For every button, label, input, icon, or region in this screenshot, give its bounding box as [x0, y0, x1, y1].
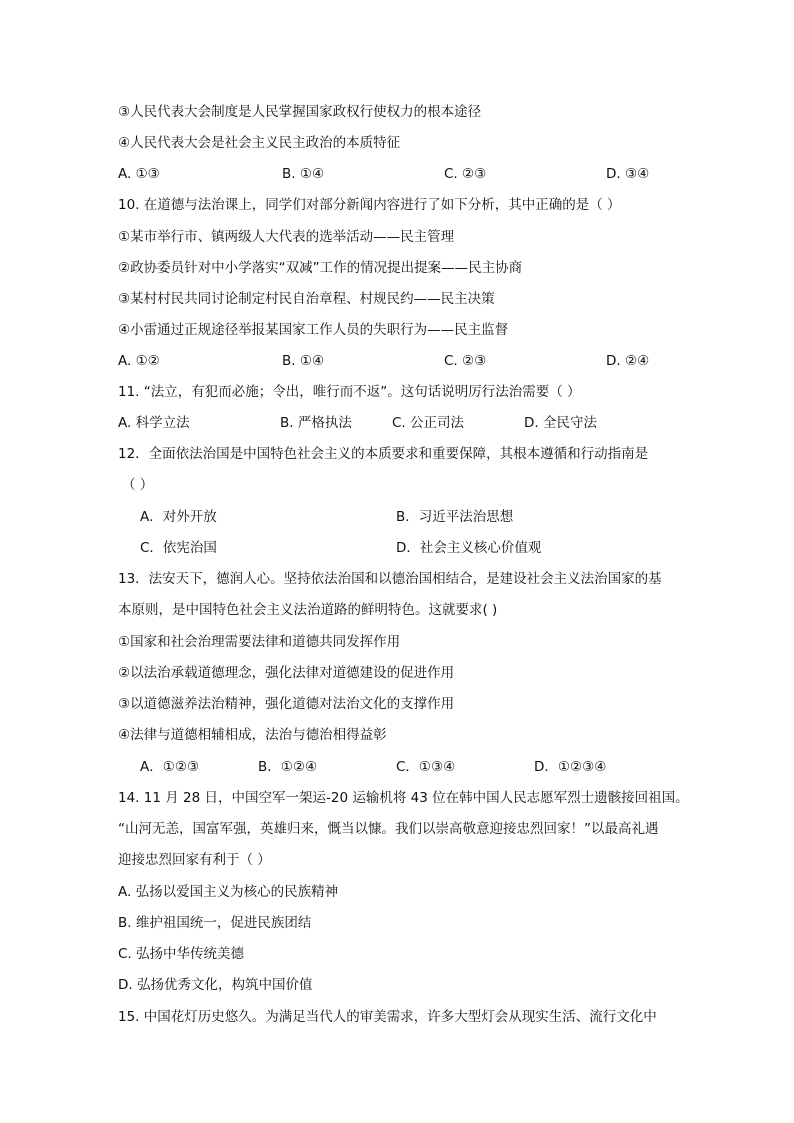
q12-stem: 12．全面依法治国是中国特色社会主义的本质要求和重要保障，其根本遵循和行动指南是 [118, 446, 649, 462]
q9-statement-3: ③人民代表大会制度是人民掌握国家政权行使权力的根本途径 [118, 104, 482, 120]
q13-stem-line-1: 13．法安天下，德润人心。坚持依法治国和以德治国相结合，是建设社会主义法治国家的基 [118, 571, 662, 587]
q11-option-a: A. 科学立法 [118, 415, 190, 431]
q10-statement-3: ③某村村民共同讨论制定村民自治章程、村规民约——民主决策 [118, 291, 495, 307]
q10-option-b: B. ①④ [282, 353, 325, 369]
q12-answer-paren: （ ） [122, 477, 154, 493]
q11-option-c: C. 公正司法 [392, 415, 465, 431]
q14-stem-line-3: 迎接忠烈回家有利于（ ） [118, 852, 271, 868]
q11-option-d: D. 全民守法 [524, 415, 597, 431]
q13-statement-2: ②以法治承载道德理念，强化法律对道德建设的促进作用 [118, 665, 455, 681]
q14-option-d: D. 弘扬优秀文化，构筑中国价值 [118, 977, 313, 993]
q12-option-a: A．对外开放 [140, 509, 217, 525]
q10-statement-4: ④小雷通过正规途径举报某国家工作人员的失职行为——民主监督 [118, 322, 509, 338]
q12-option-d: D．社会主义核心价值观 [396, 540, 542, 556]
q13-option-d: D．①②③④ [534, 759, 607, 775]
q13-option-a: A．①②③ [140, 759, 200, 775]
q13-stem-line-2: 本原则，是中国特色社会主义法治道路的鲜明特色。这就要求( ) [118, 602, 498, 618]
q10-statement-2: ②政协委员针对中小学落实“双减”工作的情况提出提案——民主协商 [118, 260, 523, 276]
q10-option-c: C. ②③ [444, 353, 487, 369]
q12-option-c: C．依宪治国 [140, 540, 217, 556]
q9-option-b: B. ①④ [282, 166, 325, 182]
q9-option-a: A. ①③ [118, 166, 160, 182]
q10-stem: 10. 在道德与法治课上，同学们对部分新闻内容进行了如下分析，其中正确的是（ ） [118, 197, 621, 213]
q13-statement-4: ④法律与道德相辅相成，法治与德治相得益彰 [118, 727, 387, 743]
q12-option-b: B．习近平法治思想 [396, 509, 514, 525]
q10-statement-1: ①某市举行市、镇两级人大代表的选举活动——民主管理 [118, 229, 455, 245]
q9-option-c: C. ②③ [444, 166, 487, 182]
q9-option-d: D. ③④ [606, 166, 650, 182]
q13-option-c: C．①③④ [396, 759, 456, 775]
q14-option-c: C. 弘扬中华传统美德 [118, 946, 245, 962]
q11-stem: 11. “法立，有犯而必施；令出，唯行而不返”。这句话说明厉行法治需要（ ） [118, 384, 581, 400]
q10-option-a: A. ①② [118, 353, 160, 369]
q14-stem-line-2: “山河无恙，国富军强，英雄归来，慨当以慷。我们以崇高敬意迎接忠烈回家！”以最高礼遇 [118, 821, 659, 837]
q11-option-b: B. 严格执法 [280, 415, 352, 431]
q13-statement-3: ③以道德滋养法治精神，强化道德对法治文化的支撑作用 [118, 696, 455, 712]
q9-statement-4: ④人民代表大会是社会主义民主政治的本质特征 [118, 135, 401, 151]
q13-statement-1: ①国家和社会治理需要法律和道德共同发挥作用 [118, 634, 401, 650]
q13-option-b: B．①②④ [258, 759, 318, 775]
q14-option-a: A. 弘扬以爱国主义为核心的民族精神 [118, 884, 339, 900]
q15-stem-line-1: 15. 中国花灯历史悠久。为满足当代人的审美需求，许多大型灯会从现实生活、流行文化中 [118, 1009, 657, 1025]
q10-option-d: D. ②④ [606, 353, 650, 369]
q14-stem-line-1: 14. 11 月 28 日，中国空军一架运-20 运输机将 43 位在韩中国人民志愿军烈士遗骸接回祖国。 [118, 790, 689, 806]
q14-option-b: B. 维护祖国统一，促进民族团结 [118, 915, 312, 931]
